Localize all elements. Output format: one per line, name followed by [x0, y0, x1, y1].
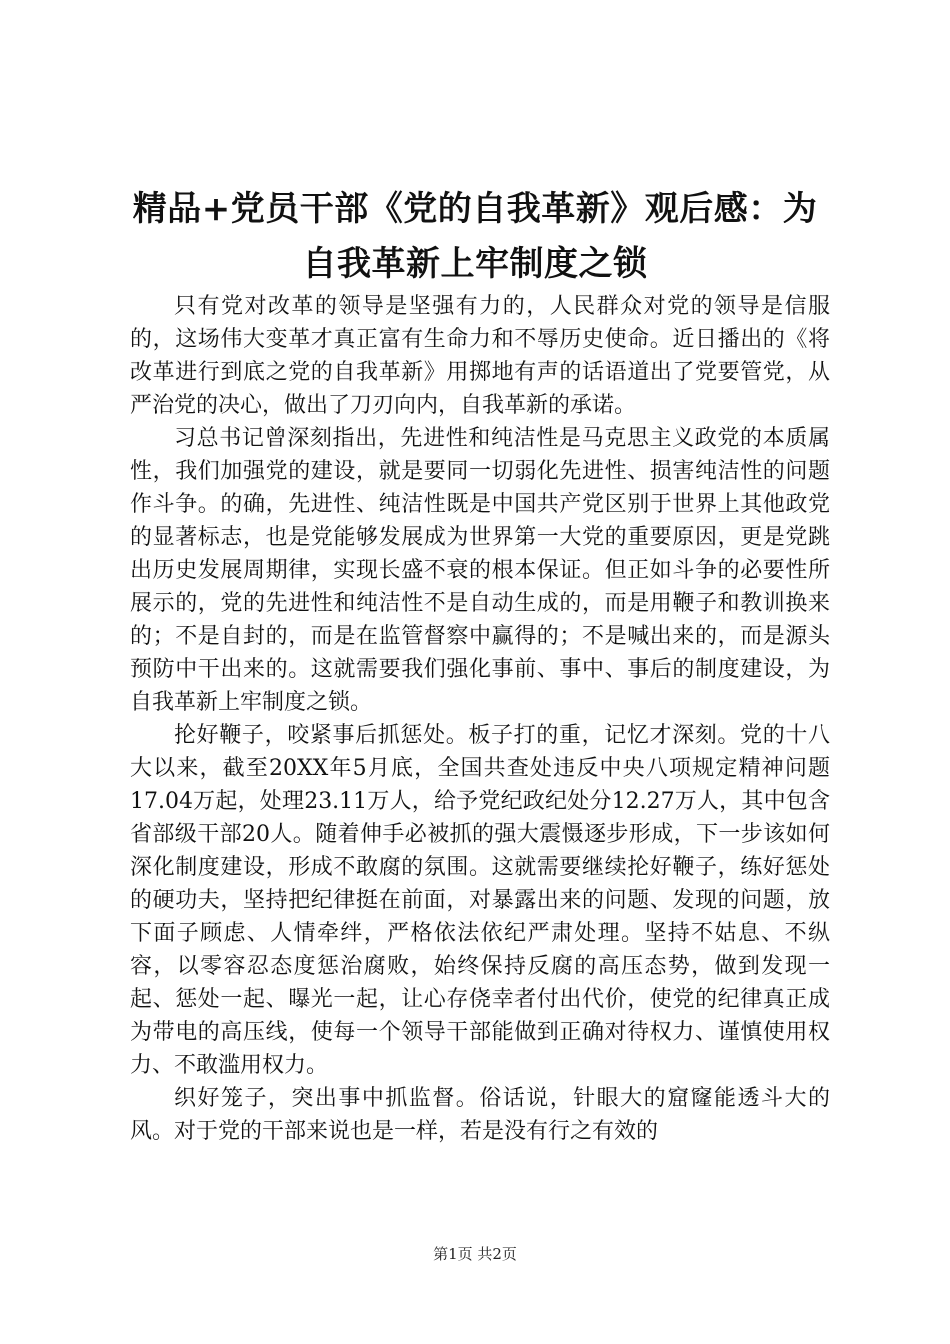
document-body: [130, 290, 830, 1148]
paragraph-supervision: 织好笼子，突出事中抓监督。俗话说，针眼大的窟窿能透斗大的风。对于党的干部来说也是一样，若是没有行之有效的: [130, 1086, 830, 1144]
paragraph-punishment: 抡好鞭子，咬紧事后抓惩处。板子打的重，记忆才深刻。党的十八大以来，截至20XX年5月底，全国共查处违反中央八项规定精神问题17.04万起，处理23.11万人，给予党纪政纪处分12.27万人，其中包含省部级干部20人。随着伸手必被抓的强大震慑逐步形成，下一步该如何深化制度建设，形成不敢腐的氛围。这就需要继续抡好鞭子，练好惩处的硬功夫，坚持把纪律挺在前面，对暴露出来的问题、发现的问题，放下面子顾虑、人情牵绊，严格依法依纪严肃处理。坚持不姑息、不纵容，以零容忍态度惩治腐败，始终保持反腐的高压态势，做到发现一起、惩处一起、曝光一起，让心存侥幸者付出代价，使党的纪律真正成为带电的高压线，使每一个领导干部能做到正确对待权力、谨慎使用权力、不敢滥用权力。: [130, 723, 830, 1078]
document-title: [90, 182, 860, 292]
page-footer: 第1页 共2页: [433, 1245, 517, 1263]
title-line-1: 精品+党员干部《党的自我革新》观后感：为: [132, 189, 818, 229]
paragraph-advancement: 习总书记曾深刻指出，先进性和纯洁性是马克思主义政党的本质属性，我们加强党的建设，就是要同一切弱化先进性、损害纯洁性的问题作斗争。的确，先进性、纯洁性既是中国共产党区别于世界上其他政党的显著标志，也是党能够发展成为世界第一大党的重要原因，更是党跳出历史发展周期律，实现长盛不衰的根本保证。但正如斗争的必要性所展示的，党的先进性和纯洁性不是自动生成的，而是用鞭子和教训换来的；不是自封的，而是在监管督察中赢得的；不是喊出来的，而是源头预防中干出来的。这就需要我们强化事前、事中、事后的制度建设，为自我革新上牢制度之锁。: [130, 426, 830, 715]
paragraph-intro: 只有党对改革的领导是坚强有力的，人民群众对党的领导是信服的，这场伟大变革才真正富有生命力和不辱历史使命。近日播出的《将改革进行到底之党的自我革新》用掷地有声的话语道出了党要管党，从严治党的决心，做出了刀刃向内，自我革新的承诺。: [130, 294, 830, 418]
title-line-2: 自我革新上牢制度之锁: [302, 244, 648, 284]
